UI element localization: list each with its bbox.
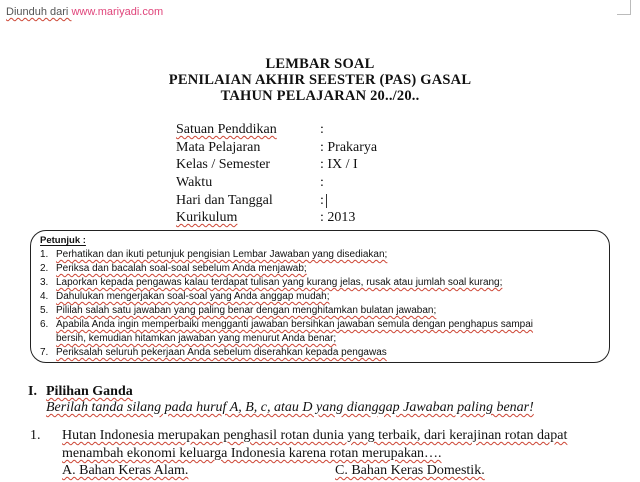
question-text-line2: menambah ekonomi keluarga Indonesia karena rotan merupakan….	[62, 446, 442, 461]
instruction-item: 6. Apabila Anda ingin memperbaiki mengganti jawaban bersihkan jawaban semula dengan penghapus sampai	[40, 319, 533, 330]
section-heading	[28, 384, 133, 400]
identity-value: :	[320, 122, 324, 137]
instruction-item: 1. Perhatikan dan ikuti petunjuk pengisian Lembar Jawaban yang disediakan;	[40, 249, 388, 260]
section-instruction: Berilah tanda silang pada huruf A, B, c, atau D yang dianggap Jawaban paling benar!	[46, 400, 534, 415]
identity-label: Mata Pelajaran	[176, 140, 261, 155]
page-margin-mark-h	[617, 14, 631, 15]
watermark-link[interactable]: www.mariyadi.com	[71, 6, 164, 18]
identity-value: : 2013	[320, 210, 356, 225]
section-number: I.	[28, 384, 37, 399]
instruction-item: 7. Periksalah seluruh pekerjaan Anda sebelum diserahkan kepada pengawas	[40, 347, 387, 358]
identity-label: Kurikulum	[176, 210, 238, 225]
title-line-1: LEMBAR SOAL	[265, 56, 375, 72]
instruction-item: 2. Periksa dan bacalah soal-soal sebelum Anda menjawab;	[40, 263, 307, 274]
instructions-title: Petunjuk :	[40, 235, 86, 246]
instruction-item-continued: bersih, kemudian hitamkan jawaban yang menurut Anda benar;	[56, 333, 337, 344]
watermark	[6, 6, 163, 18]
identity-value: :	[320, 175, 324, 190]
page-margin-mark	[630, 0, 631, 14]
instruction-item: 5. Pililah salah satu jawaban yang paling benar dengan menghitamkan bulatan jawaban;	[40, 305, 437, 316]
identity-value: : IX / I	[320, 157, 358, 172]
identity-value: : Prakarya	[320, 140, 378, 155]
section-title: Pilihan Ganda	[46, 384, 133, 399]
title-line-2: PENILAIAN AKHIR SEESTER (PAS) GASAL	[168, 72, 472, 88]
identity-label: Satuan Penddikan	[176, 122, 277, 137]
title-line-3: TAHUN PELAJARAN 20../20..	[220, 88, 420, 104]
instruction-item: 4. Dahulukan mengerjakan soal-soal yang Anda anggap mudah;	[40, 291, 330, 302]
instruction-item: 3. Laporkan kepada pengawas kalau terdapat tulisan yang kurang jelas, rusak atau jumlah soal kurang;	[40, 277, 503, 288]
option-c: C. Bahan Keras Domestik.	[335, 463, 485, 478]
identity-label: Hari dan Tanggal	[176, 193, 273, 208]
text-cursor	[326, 194, 327, 208]
identity-value: :	[320, 193, 327, 209]
question-number: 1.	[30, 428, 41, 443]
identity-label: Kelas / Semester	[176, 157, 271, 172]
identity-label: Waktu	[176, 175, 213, 190]
watermark-prefix: Diunduh dari	[6, 6, 72, 18]
question-text-line1: Hutan Indonesia merupakan penghasil rotan dunia yang terbaik, dari kerajinan rotan dapat	[62, 428, 568, 443]
option-a: A. Bahan Keras Alam.	[62, 463, 189, 478]
